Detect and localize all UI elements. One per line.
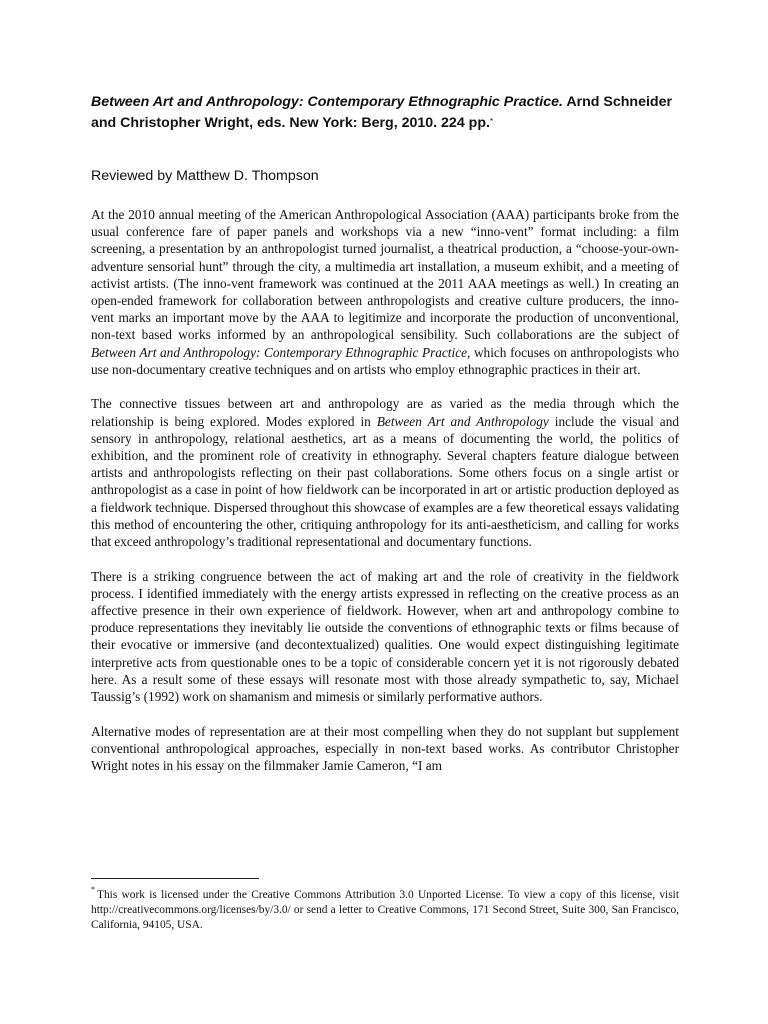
paragraph-2-text-a: The connective tissues between art and anthropology are as varied as the media through which the relationship is being explored. Modes explored in: [91, 396, 679, 429]
paragraph-3: There is a striking congruence between the act of making art and the role of creativity in the fieldwork process. I identified immediately with the energy artists expressed in reflecting on the creative process as an affective presence in their own experience of fieldwork. However, when art and anthropology combine to produce representations they inevitably lie outside the conventions of ethnographic texts or films because of their evocative or immersive (and decontextualized) qualities. One would expect distinguishing legitimate interpretive acts from questionable ones to be a topic of considerable concern yet it is not rigorously debated here. As a result some of these essays will resonate most with those already sympathetic to, say, Michael Taussig’s (1992) work on shamanism and mimesis or similarly performative authors.: [91, 568, 679, 705]
review-body: [91, 206, 679, 792]
footnote-reference-marker[interactable]: *: [489, 117, 494, 126]
book-citation-heading: [91, 92, 691, 134]
footnote-text: This work is licensed under the Creative Commons Attribution 3.0 Unported License. To view a copy of this license, visit http://creativecommons.org/licenses/by/3.0/ or send a letter to Creative Commons, 171 Second Street, Suite 300, San Francisco, California, 94105, USA.: [91, 888, 679, 931]
footnote-divider: [91, 878, 259, 879]
paragraph-2-text-b: include the visual and sensory in anthropology, relational aesthetics, art as a means of documenting the world, the politics of exhibition, and the prominent role of creativity in ethnography. Several chapters feature dialogue between artists and anthropologists reflecting on their past collaborations. Some others focus on a single artist or anthropologist as a case in point of how fieldwork can be incorporated in art or artistic production deployed as a fieldwork technique. Dispersed throughout this showcase of examples are a few theoretical essays validating this method of encountering the other, critiquing anthropology for its anti-aestheticism, and calling for works that exceed anthropology’s traditional representational and documentary functions.: [91, 413, 679, 550]
footnote-marker: *: [91, 885, 95, 894]
paragraph-1-book-title: Between Art and Anthropology: Contemporary Ethnographic Practice: [91, 344, 468, 360]
paragraph-4: Alternative modes of representation are at their most compelling when they do not supplant but supplement conventional anthropological approaches, especially in non-text based works. As contributor Christopher Wright notes in his essay on the filmmaker Jamie Cameron, “I am: [91, 723, 679, 774]
paragraph-2: [91, 395, 679, 550]
reviewer-line: Reviewed by Matthew D. Thompson: [91, 168, 319, 184]
book-title: Between Art and Anthropology: Contemporary Ethnographic Practice.: [91, 94, 563, 110]
footnote: [91, 883, 679, 933]
paragraph-1: [91, 206, 679, 378]
book-details: Arnd Schneider and Christopher Wright, eds. New York: Berg, 2010. 224 pp.: [91, 94, 672, 131]
paragraph-1-text-a: At the 2010 annual meeting of the American Anthropological Association (AAA) participants broke from the usual conference fare of paper panels and workshops via a new “inno-vent” format including: a film screening, a presentation by an anthropologist turned journalist, a theatrical production, a “choose-your-own-adventure sensorial hunt” through the city, a multimedia art installation, a museum exhibit, and a meeting of activist artists. (The inno-vent framework was continued at the 2011 AAA meetings as well.) In creating an open-ended framework for collaboration between anthropologists and creative culture producers, the inno-vent marks an important move by the AAA to legitimize and incorporate the production of unconventional, non-text based works informed by an anthropological sensibility. Such collaborations are the subject of: [91, 207, 679, 343]
paragraph-2-book-title: Between Art and Anthropology: [376, 413, 549, 429]
paragraph-1-text-b: , which focuses on anthropologists who use non-documentary creative techniques and on artists who employ ethnographic practices in their art.: [91, 344, 680, 377]
